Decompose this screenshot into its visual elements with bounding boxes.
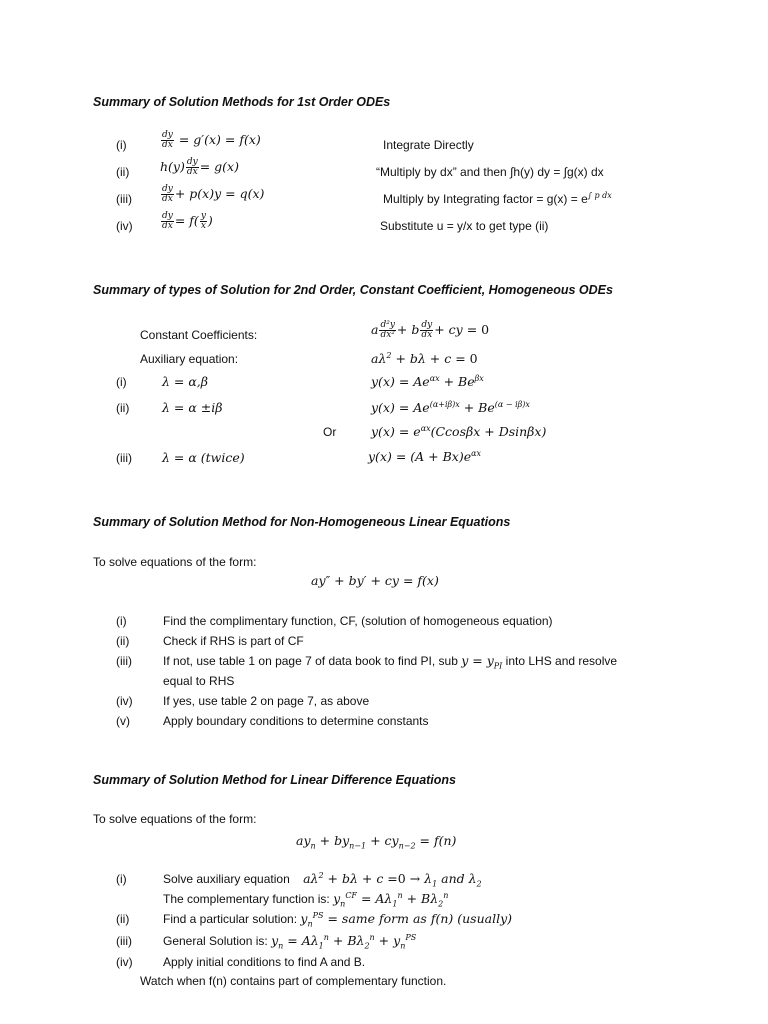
- first-order-equation: $\frac{dy}{dx}$ = f( $\frac{y}{x}$ ): [162, 211, 213, 231]
- step-text-part: If not, use table 1 on page 7 of data book to find PI, sub: [163, 654, 458, 668]
- step-text: If not, use table 1 on page 7 of data book to find PI, sub $y = y_{PI}$ into LHS and resolve: [163, 653, 618, 671]
- step-text: Find a particular solution: $y_n^{PS}$ = same form as f(n) (usually): [163, 910, 513, 929]
- section-title-difference: Summary of Solution Method for Linear Difference Equations: [93, 773, 457, 787]
- first-order-equation: $\frac{dy}{dx}$ + p(x)y = q(x): [162, 184, 265, 204]
- non-homogeneous-equation: ay″ + by′ + cy = f(x): [311, 573, 439, 588]
- difference-equation: $ay_n + by_{n-1} + cy_{n-2} = f(n)$: [296, 833, 457, 851]
- section-title-second-order: Summary of types of Solution for 2nd Order, Constant Coefficient, Homogeneous ODEs: [93, 283, 613, 297]
- step-text: If yes, use table 2 on page 7, as above: [163, 694, 370, 708]
- difference-note: Watch when f(n) contains part of complementary function.: [140, 974, 447, 988]
- step-label: (ii): [116, 912, 130, 926]
- auxiliary-equation-label: Auxiliary equation:: [140, 352, 239, 366]
- step-label: (v): [116, 714, 130, 728]
- step-label: (i): [116, 614, 127, 628]
- solution-case: $y(x) = Ae^{(\alpha+i\beta)x} + Be^{(\alpha - i\beta)x}$: [371, 399, 530, 415]
- first-order-row-label: (iv): [116, 219, 133, 233]
- first-order-method: Substitute u = y/x to get type (ii): [380, 219, 549, 233]
- root-case: λ = α,β: [162, 374, 208, 389]
- first-order-method: “Multiply by dx” and then ∫h(y) dy = ∫g(x) dx: [376, 165, 604, 179]
- integrating-factor-text: Multiply by Integrating factor = g(x) = e: [383, 192, 588, 206]
- first-order-method: Multiply by Integrating factor = $g(x) = e^{\int p dx}$: [383, 191, 612, 206]
- root-case: λ = α (twice): [162, 450, 245, 465]
- auxiliary-equation: $a\lambda^2 + b\lambda + c = 0$: [371, 350, 478, 366]
- solution-case-alt: $y(x) = e^{\alpha x}(Ccos\beta x + Dsin\beta x)$: [371, 423, 547, 439]
- step-text-part: General Solution is:: [163, 934, 268, 948]
- second-order-row-label: (iii): [116, 451, 132, 465]
- second-order-row-label: (i): [116, 375, 127, 389]
- constant-coefficients-label: Constant Coefficients:: [140, 328, 258, 342]
- step-label: (iii): [116, 654, 132, 668]
- step-text: Check if RHS is part of CF: [163, 634, 304, 648]
- step-text: Solve auxiliary equation $a\lambda^2 + b\lambda + c =0 \to \lambda_1$ and $\lambda_2$: [163, 870, 482, 889]
- first-order-title: Summary of Solution Methods for 1st Order ODEs: [93, 95, 391, 109]
- step-text-part: into LHS and resolve: [505, 654, 618, 668]
- section-title-first-order: [93, 95, 390, 109]
- step-label: (iii): [116, 934, 132, 948]
- second-order-row-label: (ii): [116, 401, 130, 415]
- solution-case: $y(x) = (A + Bx)e^{\alpha x}$: [368, 448, 482, 464]
- step-text: Apply boundary conditions to determine constants: [163, 714, 429, 728]
- difference-intro: To solve equations of the form:: [93, 812, 257, 826]
- step-text: The complementary function is: $y_n^{CF} = A\lambda_1^n + B\lambda_2^n$: [163, 890, 449, 909]
- step-text: Apply initial conditions to find A and B.: [163, 955, 366, 969]
- solution-case: $y(x) = Ae^{\alpha x} + Be^{\beta x}$: [371, 373, 484, 389]
- step-text-part: Solve auxiliary equation: [163, 872, 290, 886]
- step-text: General Solution is: $y_n = A\lambda_1^n + B\lambda_2^n + y_n^{PS}$: [163, 932, 417, 951]
- first-order-row-label: (iii): [116, 192, 132, 206]
- or-label: Or: [323, 425, 337, 439]
- step-text-part: The complementary function is:: [163, 892, 330, 906]
- first-order-row-label: (i): [116, 138, 127, 152]
- first-order-equation: h(y) $\frac{dy}{dx}$ = g(x): [160, 157, 239, 177]
- non-homogeneous-intro: To solve equations of the form:: [93, 555, 257, 569]
- step-label: (i): [116, 872, 127, 886]
- step-label: (ii): [116, 634, 130, 648]
- step-text-continued: equal to RHS: [163, 674, 235, 688]
- section-title-non-homogeneous: Summary of Solution Method for Non-Homogeneous Linear Equations: [93, 515, 511, 529]
- step-text: Find the complimentary function, CF, (solution of homogeneous equation): [163, 614, 553, 628]
- constant-coefficients-equation: a $\frac{\text{d²y}}{\text{dx²}}$ + b $\frac{dy}{dx}$ + cy = 0: [371, 320, 490, 340]
- first-order-row-label: (ii): [116, 165, 130, 179]
- root-case: λ = α ±iβ: [162, 400, 223, 415]
- first-order-equation: $\frac{dy}{dx}$ = g′(x) = f(x): [162, 130, 261, 150]
- step-label: (iv): [116, 955, 133, 969]
- step-text-part: Find a particular solution:: [163, 912, 298, 926]
- first-order-method: Integrate Directly: [383, 138, 474, 152]
- step-label: (iv): [116, 694, 133, 708]
